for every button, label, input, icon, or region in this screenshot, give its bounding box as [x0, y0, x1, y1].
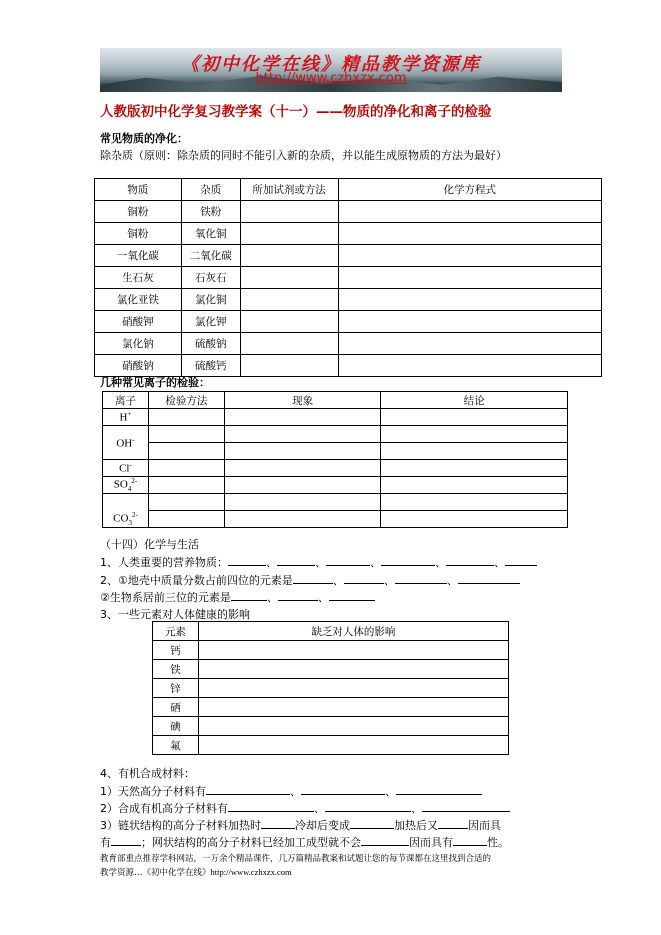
answer-blank[interactable] — [505, 555, 537, 566]
answer-blank[interactable] — [329, 590, 375, 601]
cell-conclusion[interactable] — [381, 409, 568, 426]
ion-oh: OH- — [103, 426, 149, 460]
answer-blank[interactable] — [261, 818, 295, 829]
banner-url-link[interactable]: http://www.czhxzx.com — [255, 71, 407, 86]
answer-blank[interactable] — [326, 555, 370, 566]
table-row — [95, 289, 602, 311]
table-header-row — [153, 622, 509, 641]
answer-blank[interactable] — [228, 555, 266, 566]
ion-h: H+ — [103, 409, 149, 426]
table-row — [95, 245, 602, 267]
banner-title: 《初中化学在线》精品教学资源库 — [181, 54, 481, 75]
cell-phenomenon[interactable] — [224, 426, 381, 443]
cell-equation[interactable] — [338, 333, 601, 355]
question-4-3-line2: 有 ；网状结构的高分子材料已经加工成型就不会 因而具有 性。 — [100, 836, 509, 849]
table-row — [95, 333, 602, 355]
footer-note — [100, 853, 570, 880]
section1-heading: 常见物质的净化： — [100, 132, 188, 145]
answer-blank[interactable] — [277, 555, 315, 566]
answer-blank[interactable] — [278, 590, 318, 601]
answer-blank[interactable] — [301, 784, 385, 795]
cell-phenomenon[interactable] — [224, 460, 381, 477]
cell-impurity: 氧化铜 — [181, 223, 240, 245]
ion-cl: Cl- — [103, 460, 149, 477]
cell-substance: 一氧化碳 — [95, 245, 182, 267]
cell-element: 铁 — [153, 660, 199, 679]
cell-element: 硒 — [153, 698, 199, 717]
cell-substance: 生石灰 — [95, 267, 182, 289]
table-row — [153, 679, 509, 698]
cell-method[interactable] — [148, 477, 224, 494]
header-ion: 离子 — [103, 392, 149, 409]
cell-equation[interactable] — [338, 267, 601, 289]
cell-equation[interactable] — [338, 289, 601, 311]
table-row — [103, 443, 568, 460]
cell-conclusion[interactable] — [381, 494, 568, 511]
cell-impurity: 硫酸钙 — [181, 355, 240, 377]
table-row — [103, 426, 568, 443]
answer-blank[interactable] — [381, 555, 435, 566]
header-test-method: 检验方法 — [148, 392, 224, 409]
question-4-3-line1: 3）链状结构的高分子材料加热时 冷却后变成 加热后又 因而具 — [100, 819, 501, 832]
answer-blank[interactable] — [438, 818, 468, 829]
cell-conclusion[interactable] — [381, 511, 568, 528]
table-row — [103, 477, 568, 494]
cell-conclusion[interactable] — [381, 460, 568, 477]
answer-blank[interactable] — [361, 835, 409, 846]
question-4-1: 1）天然高分子材料有 、 、 — [100, 783, 482, 799]
table-row — [153, 698, 509, 717]
cell-element: 钙 — [153, 641, 199, 660]
header-substance: 物质 — [95, 179, 182, 201]
cell-effect[interactable] — [198, 660, 508, 679]
ion-so4: $SO_4^{2-}$ — [103, 477, 149, 494]
cell-impurity: 氯化钾 — [181, 311, 240, 333]
cell-impurity: 硫酸钠 — [181, 333, 240, 355]
answer-blank[interactable] — [206, 784, 290, 795]
cell-phenomenon[interactable] — [224, 409, 381, 426]
cell-phenomenon[interactable] — [224, 494, 381, 511]
cell-substance: 铜粉 — [95, 223, 182, 245]
cell-phenomenon[interactable] — [224, 477, 381, 494]
cell-reagent[interactable] — [240, 311, 338, 333]
cell-conclusion[interactable] — [381, 443, 568, 460]
table-row — [95, 201, 602, 223]
table-row — [95, 223, 602, 245]
footer-url-link[interactable]: http://www.czhxzx.com — [210, 867, 292, 877]
table-row — [103, 494, 568, 511]
question-1: 1、人类重要的营养物质： 、 、 、 、 、 — [100, 554, 537, 570]
cell-conclusion[interactable] — [381, 426, 568, 443]
cell-conclusion[interactable] — [381, 477, 568, 494]
cell-reagent[interactable] — [240, 223, 338, 245]
table-row — [95, 311, 602, 333]
cell-effect[interactable] — [198, 641, 508, 660]
answer-blank[interactable] — [350, 818, 394, 829]
cell-method[interactable] — [148, 443, 224, 460]
table-row — [103, 511, 568, 528]
header-impurity: 杂质 — [181, 179, 240, 201]
answer-blank[interactable] — [344, 573, 384, 584]
cell-effect[interactable] — [198, 736, 508, 755]
cell-reagent[interactable] — [240, 289, 338, 311]
cell-equation[interactable] — [338, 245, 601, 267]
section2-heading: 几种常见离子的检验： — [100, 376, 210, 389]
question-4-2: 2）合成有机高分子材料有 、 、 — [100, 800, 510, 816]
section3-heading: （十四）化学与生活 — [100, 538, 199, 551]
cell-effect[interactable] — [198, 679, 508, 698]
element-health-table — [152, 621, 509, 755]
cell-substance: 氯化亚铁 — [95, 289, 182, 311]
footer-line-2: 教学资源…《初中化学在线》http://www.czhxzx.com — [100, 867, 292, 878]
table-header-row — [103, 392, 568, 409]
cell-equation[interactable] — [338, 355, 601, 377]
answer-blank[interactable] — [396, 784, 482, 795]
cell-element: 锌 — [153, 679, 199, 698]
cell-reagent[interactable] — [240, 245, 338, 267]
header-equation: 化学方程式 — [338, 179, 601, 201]
header-conclusion: 结论 — [381, 392, 568, 409]
table-row — [95, 267, 602, 289]
cell-method[interactable] — [148, 494, 224, 511]
table-row — [153, 641, 509, 660]
question-3: 3、一些元素对人体健康的影响 — [100, 608, 250, 621]
table-row — [153, 736, 509, 755]
cell-reagent[interactable] — [240, 333, 338, 355]
header-reagent: 所加试剂或方法 — [240, 179, 338, 201]
cell-element: 氟 — [153, 736, 199, 755]
cell-element: 碘 — [153, 717, 199, 736]
cell-substance: 硝酸钾 — [95, 311, 182, 333]
cell-reagent[interactable] — [240, 267, 338, 289]
purification-table — [94, 178, 602, 377]
cell-substance: 氯化钠 — [95, 333, 182, 355]
cell-substance: 硝酸钠 — [95, 355, 182, 377]
cell-equation[interactable] — [338, 311, 601, 333]
cell-equation[interactable] — [338, 223, 601, 245]
cell-phenomenon[interactable] — [224, 511, 381, 528]
table-row — [103, 409, 568, 426]
answer-blank[interactable] — [111, 835, 141, 846]
cell-effect[interactable] — [198, 698, 508, 717]
cell-method[interactable] — [148, 409, 224, 426]
table-row — [103, 460, 568, 477]
cell-phenomenon[interactable] — [224, 443, 381, 460]
cell-equation[interactable] — [338, 201, 601, 223]
ion-co3: $CO_3^{2-}$ — [103, 494, 149, 528]
cell-impurity: 铁粉 — [181, 201, 240, 223]
table-header-row — [95, 179, 602, 201]
header-phenomenon: 现象 — [224, 392, 381, 409]
cell-impurity: 二氧化碳 — [181, 245, 240, 267]
header-deficiency-effect: 缺乏对人体的影响 — [198, 622, 508, 641]
question-4: 4、有机合成材料： — [100, 767, 195, 780]
page-title: 人教版初中化学复习教学案（十一）——物质的净化和离子的检验 — [100, 104, 492, 120]
table-row — [153, 660, 509, 679]
answer-blank[interactable] — [325, 801, 411, 812]
cell-impurity: 石灰石 — [181, 267, 240, 289]
cell-method[interactable] — [148, 460, 224, 477]
answer-blank[interactable] — [228, 801, 314, 812]
cell-substance: 铜粉 — [95, 201, 182, 223]
question-2a: 2、①地壳中质量分数占前四位的元素是 、 、 、 — [100, 572, 520, 588]
answer-blank[interactable] — [446, 555, 494, 566]
question-2b: ②生物系居前三位的元素是 、 、 — [100, 589, 375, 605]
footer-line-1: 教育部重点推荐学科网站，一万余个精品课件，几万篇精品教案和试题让您的每节课都在这里找到合适的 — [100, 854, 492, 864]
answer-blank[interactable] — [422, 801, 510, 812]
answer-blank[interactable] — [453, 835, 487, 846]
cell-method[interactable] — [148, 511, 224, 528]
cell-reagent[interactable] — [240, 201, 338, 223]
header-banner — [100, 48, 562, 92]
header-element: 元素 — [153, 622, 199, 641]
answer-blank[interactable] — [395, 573, 447, 584]
table-row — [153, 717, 509, 736]
cell-effect[interactable] — [198, 717, 508, 736]
answer-blank[interactable] — [231, 590, 267, 601]
cell-reagent[interactable] — [240, 355, 338, 377]
cell-method[interactable] — [148, 426, 224, 443]
answer-blank[interactable] — [458, 573, 520, 584]
answer-blank[interactable] — [293, 573, 333, 584]
cell-impurity: 氯化铜 — [181, 289, 240, 311]
section1-intro: 除杂质（原则：除杂质的同时不能引入新的杂质，并以能生成原物质的方法为最好） — [100, 149, 507, 162]
ion-test-table — [102, 391, 568, 528]
